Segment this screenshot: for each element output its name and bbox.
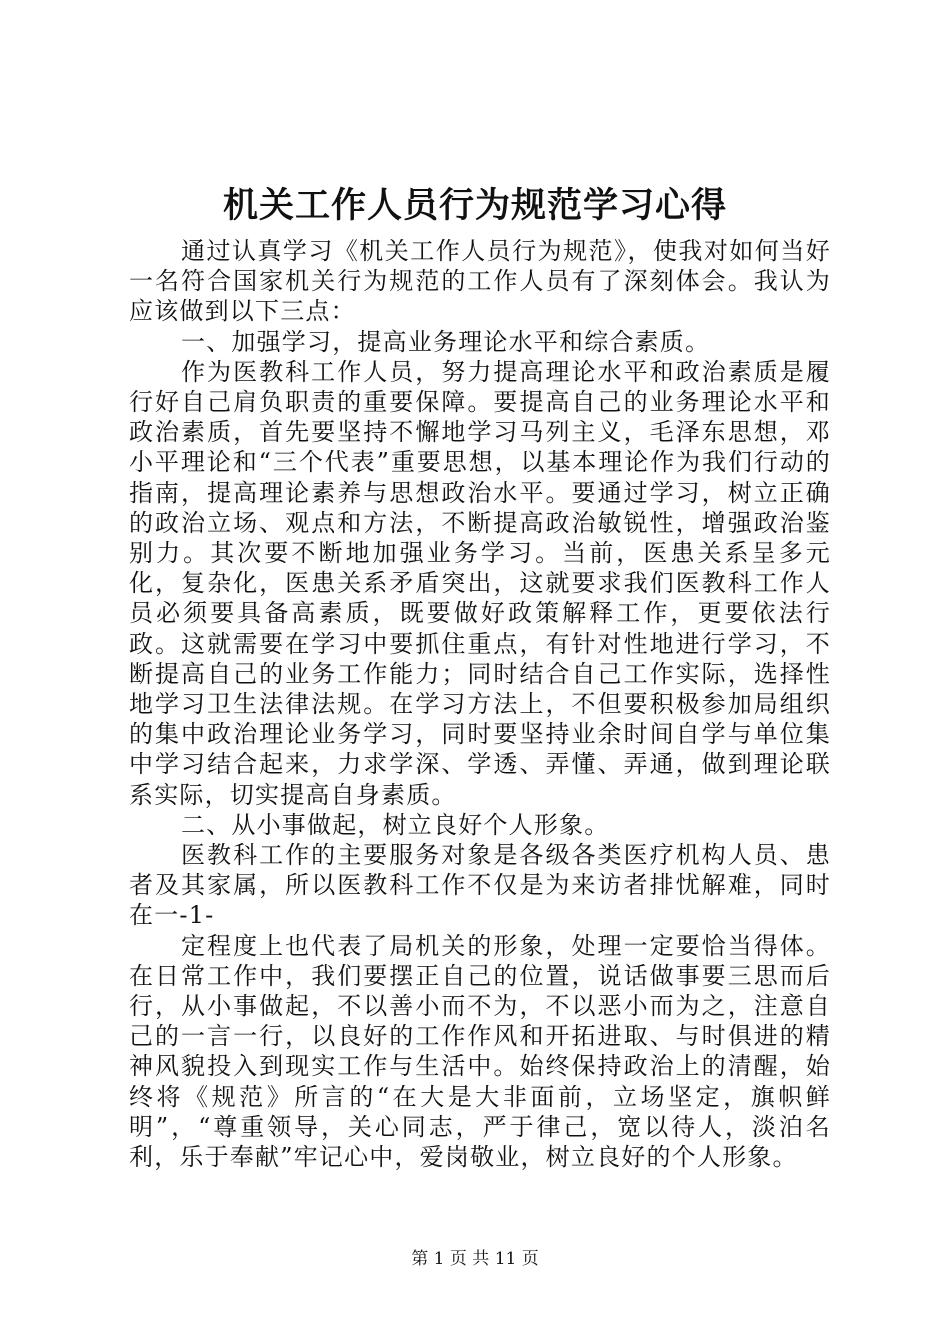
- paragraph-service: 医教科工作的主要服务对象是各级各类医疗机构人员、患者及其家属，所以医教科工作不仅是为来访者排忧解难，同时在一-1-: [129, 841, 831, 930]
- section-heading-1: 一、加强学习，提高业务理论水平和综合素质。: [181, 327, 711, 356]
- paragraph-image: 定程度上也代表了局机关的形象，处理一定要恰当得体。在日常工作中，我们要摆正自己的位置，说话做事要三思而后行，从小事做起，不以善小而不为，不以恶小而为之，注意自己的一言一行，以良好的工作作风和开拓进取、与时俱进的精神风貌投入到现实工作与生活中。始终保持政治上的清醒，始终将《规范》所言的“在大是大非面前，立场坚定，旗帜鲜明”，“尊重领导，关心同志，严于律己，宽以待人，淡泊名利，乐于奉献”牢记心中，爱岗敬业，树立良好的个人形象。: [129, 931, 831, 1172]
- document-title: 机关工作人员行为规范学习心得: [222, 185, 727, 226]
- section-heading-2: 二、从小事做起，树立良好个人形象。: [181, 810, 610, 839]
- paragraph-intro: 通过认真学习《机关工作人员行为规范》，使我对如何当好一名符合国家机关行为规范的工作人员有了深刻体会。我认为应该做到以下三点：: [129, 237, 831, 326]
- page-footer: 第 1 页 共 11 页: [411, 1249, 539, 1269]
- document-body: [129, 236, 831, 1172]
- paragraph-study: 作为医教科工作人员，努力提高理论水平和政治素质是履行好自己肩负职责的重要保障。要提高自己的业务理论水平和政治素质，首先要坚持不懈地学习马列主义，毛泽东思想，邓小平理论和“三个代表”重要思想，以基本理论作为我们行动的指南，提高理论素养与思想政治水平。要通过学习，树立正确的政治立场、观点和方法，不断提高政治敏锐性，增强政治鉴别力。其次要不断地加强业务学习。当前，医患关系呈多元化，复杂化，医患关系矛盾突出，这就要求我们医教科工作人员必须要具备高素质，既要做好政策解释工作，更要依法行政。这就需要在学习中要抓住重点，有针对性地进行学习，不断提高自己的业务工作能力；同时结合自己工作实际，选择性地学习卫生法律法规。在学习方法上，不但要积极参加局组织的集中政治理论业务学习，同时要坚持业余时间自学与单位集中学习结合起来，力求学深、学透、弄懂、弄通，做到理论联系实际，切实提高自身素质。: [129, 357, 831, 809]
